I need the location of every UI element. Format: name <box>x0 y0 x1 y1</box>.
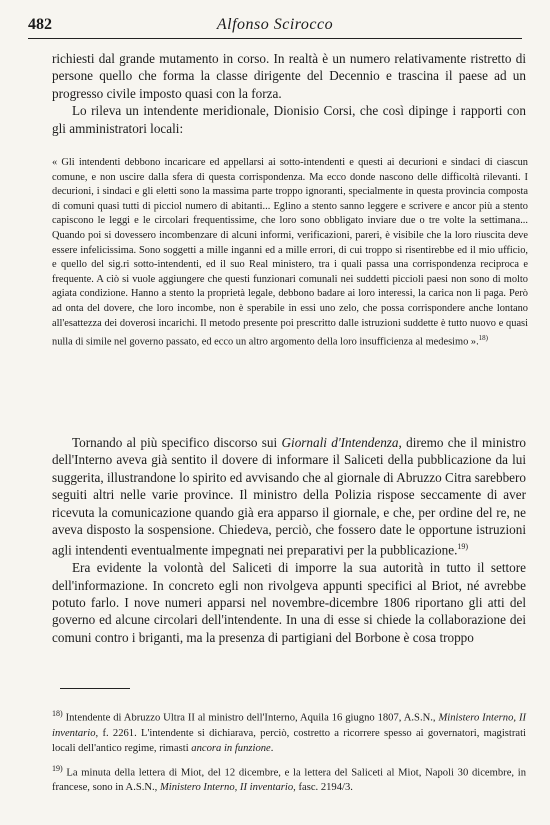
footnote-19-number: 19) <box>52 763 63 773</box>
running-title: Alfonso Scirocco <box>216 16 334 33</box>
block-quote <box>52 156 528 350</box>
footnote-18-italic-2: ancora in funzione <box>191 742 271 754</box>
paragraph-4: Era evidente la volontà del Saliceti di imporre la sua autorità in tutto il settore dell'informazione. In concreto egli non rivolgeva appunti specifici al Briot, né avrebbe potuto farlo. I nove numeri apparsi nel novembre-dicembre 1806 riportano gli atti del governo ed alcune circolari dell'intendente. In una di esse si chiede la collaborazione dei comuni contro i briganti, ma la presenza di partigiani del Borbone è cosa troppo <box>52 560 526 645</box>
footnote-18-c: . <box>270 742 274 754</box>
footnote-18-b: , f. 2261. L'intendente si dichiarava, perciò, costretto a ricorrere spesso ai governatori, magistrati locali dell'antico regime, rimasti <box>52 727 526 754</box>
footnote-19 <box>52 761 526 796</box>
main-text <box>52 434 526 646</box>
footnotes <box>52 706 526 800</box>
p3-italic-title: Giornali d'Intendenza <box>281 435 399 450</box>
footnote-18-italic: Ministero Interno, II inventario <box>52 712 526 739</box>
paragraph-1: richiesti dal grande mutamento in corso. In realtà è un numero relativamente ristretto di persone quello che forma la classe dirigente del Decennio e trascina il paese ad un progresso civile imposto quasi con la forza. <box>52 51 526 101</box>
quote-body: « Gli intendenti debbono incaricare ed appellarsi ai sotto-intendenti e questi ai decurioni e sindaci di ciascun comune, e non uscire dalla sfera di questa corrispondenza. Ma ecco donde nascono delle difficoltà rilevanti. I decurioni, i sindaci e gli eletti sono la massima parte troppo ignoranti, specialmente in questa provincia composta di comuni quasi tutti di picciol numero di abitanti... Eglino a stento sanno leggere e scrivere e ancor più a stento capiscono le leggi e le circolari frequentissime, che loro sono obbligato inviare due o tre volte la settimana... Quando poi si dovessero incombenzare di alcuni informi, verificazioni, pareri, è visibile che la loro riuscita deve essere infelicissima. Sono soggetti a mille inganni ed a mille errori, di cui troppo si risentirebbe ed il mio ufficio, e quello del sig.ri sotto-intendenti, ed il suo Real ministero, tra i quali passa una corrispondenza reciproca e frequente. A ciò si vuole aggiungere che questi funzionari comunali nei suddetti piccioli paesi non sono di molto agiata condizione. Hanno a stento la proprietà legale, debbono badare ai loro interessi, la carica non li paga. Però ad onta del dovere, che loro incombe, non è sperabile in essi uno zelo, che possa corrispondere anche lontano all'esattezza dei doverosi incarichi. Il metodo presente poi prescritto dalle istruzioni suddette è tutto nuovo e quasi nulla di simile nel governo passato, ed ecco un altro argomento della loro insufficienza al medesimo ». <box>52 157 528 348</box>
quote-text <box>52 156 528 350</box>
paragraph-3 <box>52 434 526 559</box>
page-number: 482 <box>28 16 52 33</box>
p3-before: Tornando al più specifico discorso sui <box>72 435 282 450</box>
p3-after: , diremo che il ministro dell'Interno aveva già sentito il dovere di informare il Saliceti della pubblicazione da lui suggerita, illustrandone lo spirito ed avvisando che al giornale di Abruzzo Citra sarebbero seguiti altri nelle varie province. Il ministro della Polizia rispose seccamente di aver ricevuta la comunicazione quando già era apparso il giornale, e che, per ordine del re, ne aveva disposto la sospensione. Chiedeva, perciò, che fossero date le opportune istruzioni agli intendenti eventualmente impegnati nei preparativi per la pubblicazione. <box>52 435 526 558</box>
footnote-separator <box>60 688 130 689</box>
footnote-18 <box>52 706 526 756</box>
intro-text <box>52 50 526 137</box>
footnote-18-number: 18) <box>52 709 63 718</box>
paragraph-2: Lo rileva un intendente meridionale, Dionisio Corsi, che così dipinge i rapporti con gli amministratori locali: <box>52 103 526 136</box>
running-header <box>28 14 522 39</box>
footnote-18-a: Intendente di Abruzzo Ultra II al ministro dell'Interno, Aquila 16 giugno 1807, A.S.N., <box>65 712 439 724</box>
footnote-19-b: , fasc. 2194/3. <box>293 782 353 794</box>
footnote-ref-19: 19) <box>457 542 469 552</box>
footnote-19-italic: Ministero Interno, II inventario <box>159 782 294 794</box>
footnote-19-a: La minuta della lettera di Miot, del 12 dicembre, e la lettera del Saliceti al Miot, Napoli 30 dicembre, in francese, sono in A.S.N., <box>52 767 527 794</box>
footnote-ref-18: 18) <box>478 334 489 343</box>
